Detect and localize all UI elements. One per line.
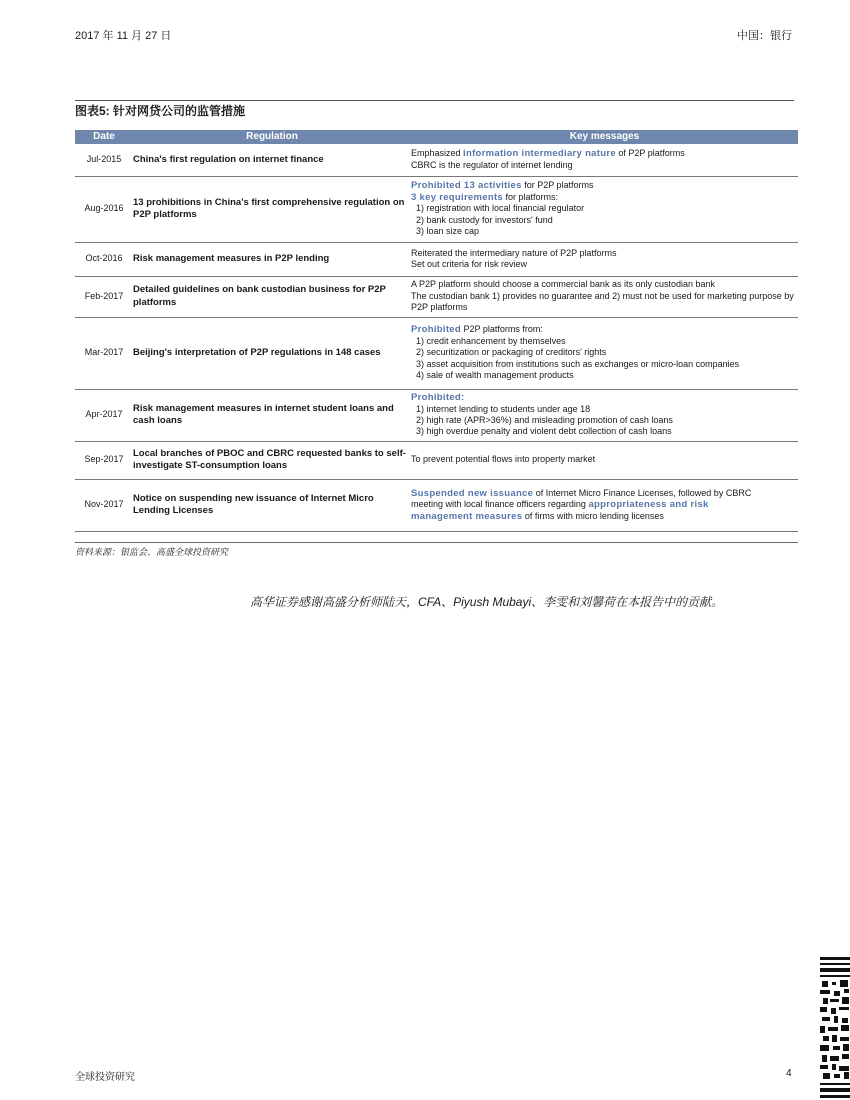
row-date: Nov-2017	[75, 479, 133, 531]
row-key-messages: Reiterated the intermediary nature of P2P platforms Set out criteria for risk review	[411, 242, 798, 276]
table-row	[75, 389, 798, 441]
footer-label: 全球投资研究	[75, 1072, 135, 1083]
table-row	[75, 441, 798, 479]
row-key-messages: To prevent potential flows into property market	[411, 441, 798, 479]
table-row	[75, 317, 798, 389]
row-date: Apr-2017	[75, 389, 133, 441]
row-key-messages: Prohibited P2P platforms from: 1) credit enhancement by themselves 2) securitization or packaging of creditors' rights 3) asset acquisition from institutions such as exchanges or micro-loan companies 4) sale of wealth management products	[411, 317, 798, 389]
regulation-table	[75, 130, 798, 532]
row-regulation: China's first regulation on internet finance	[133, 144, 411, 176]
row-key-messages: A P2P platform should choose a commercial bank as its only custodian bank The custodian bank 1) provides no guarantee and 2) must not be used for marketing purpose by P2P platforms	[411, 276, 798, 317]
row-regulation: 13 prohibitions in China's first comprehensive regulation on P2P platforms	[133, 176, 411, 242]
row-regulation: Risk management measures in internet student loans and cash loans	[133, 389, 411, 441]
table-row	[75, 276, 798, 317]
barcode-icon	[820, 955, 850, 1100]
header-key-col: Key messages	[411, 130, 798, 144]
source-note: 资料来源：银监会、高盛全球投资研究	[75, 547, 229, 557]
row-regulation: Beijing's interpretation of P2P regulations in 148 cases	[133, 317, 411, 389]
table-header-row	[75, 130, 798, 144]
row-regulation: Detailed guidelines on bank custodian business for P2P platforms	[133, 276, 411, 317]
row-regulation: Local branches of PBOC and CBRC requested banks to self-investigate ST-consumption loans	[133, 441, 411, 479]
row-regulation: Risk management measures in P2P lending	[133, 242, 411, 276]
header-date: 2017 年 11 月 27 日	[75, 30, 172, 42]
header-date-col: Date	[75, 130, 133, 144]
row-date: Aug-2016	[75, 176, 133, 242]
row-date: Sep-2017	[75, 441, 133, 479]
acknowledgement-text: 高华证券感谢高盛分析师陆天，CFA、Piyush Mubayi、李雯和刘馨荷在本报告中的贡献。	[250, 595, 724, 609]
header-regulation-col: Regulation	[133, 130, 411, 144]
source-divider	[75, 542, 798, 543]
page-number: 4	[786, 1068, 792, 1079]
table-row	[75, 176, 798, 242]
row-key-messages: Prohibited 13 activities for P2P platforms 3 key requirements for platforms: 1) registration with local financial regulator 2) bank custody for investors' fund 3) loan size cap	[411, 176, 798, 242]
row-date: Oct-2016	[75, 242, 133, 276]
table-row	[75, 144, 798, 176]
figure-title: 图表5: 针对网贷公司的监管措施	[75, 104, 246, 118]
row-key-messages: Emphasized information intermediary nature of P2P platforms CBRC is the regulator of internet lending	[411, 144, 798, 176]
table-row	[75, 479, 798, 531]
row-date: Mar-2017	[75, 317, 133, 389]
header-sector: 中国：银行	[737, 30, 792, 42]
row-date: Feb-2017	[75, 276, 133, 317]
title-divider	[75, 100, 794, 101]
row-key-messages: Prohibited: 1) internet lending to students under age 18 2) high rate (APR>36%) and misleading promotion of cash loans 3) high overdue penalty and violent debt collection of cash loans	[411, 389, 798, 441]
row-date: Jul-2015	[75, 144, 133, 176]
table-row	[75, 242, 798, 276]
row-regulation: Notice on suspending new issuance of Internet Micro Lending Licenses	[133, 479, 411, 531]
row-key-messages: Suspended new issuance of Internet Micro Finance Licenses, followed by CBRC meeting with local finance officers regarding appropriateness and risk management measures of firms with micro lending licenses	[411, 479, 798, 531]
